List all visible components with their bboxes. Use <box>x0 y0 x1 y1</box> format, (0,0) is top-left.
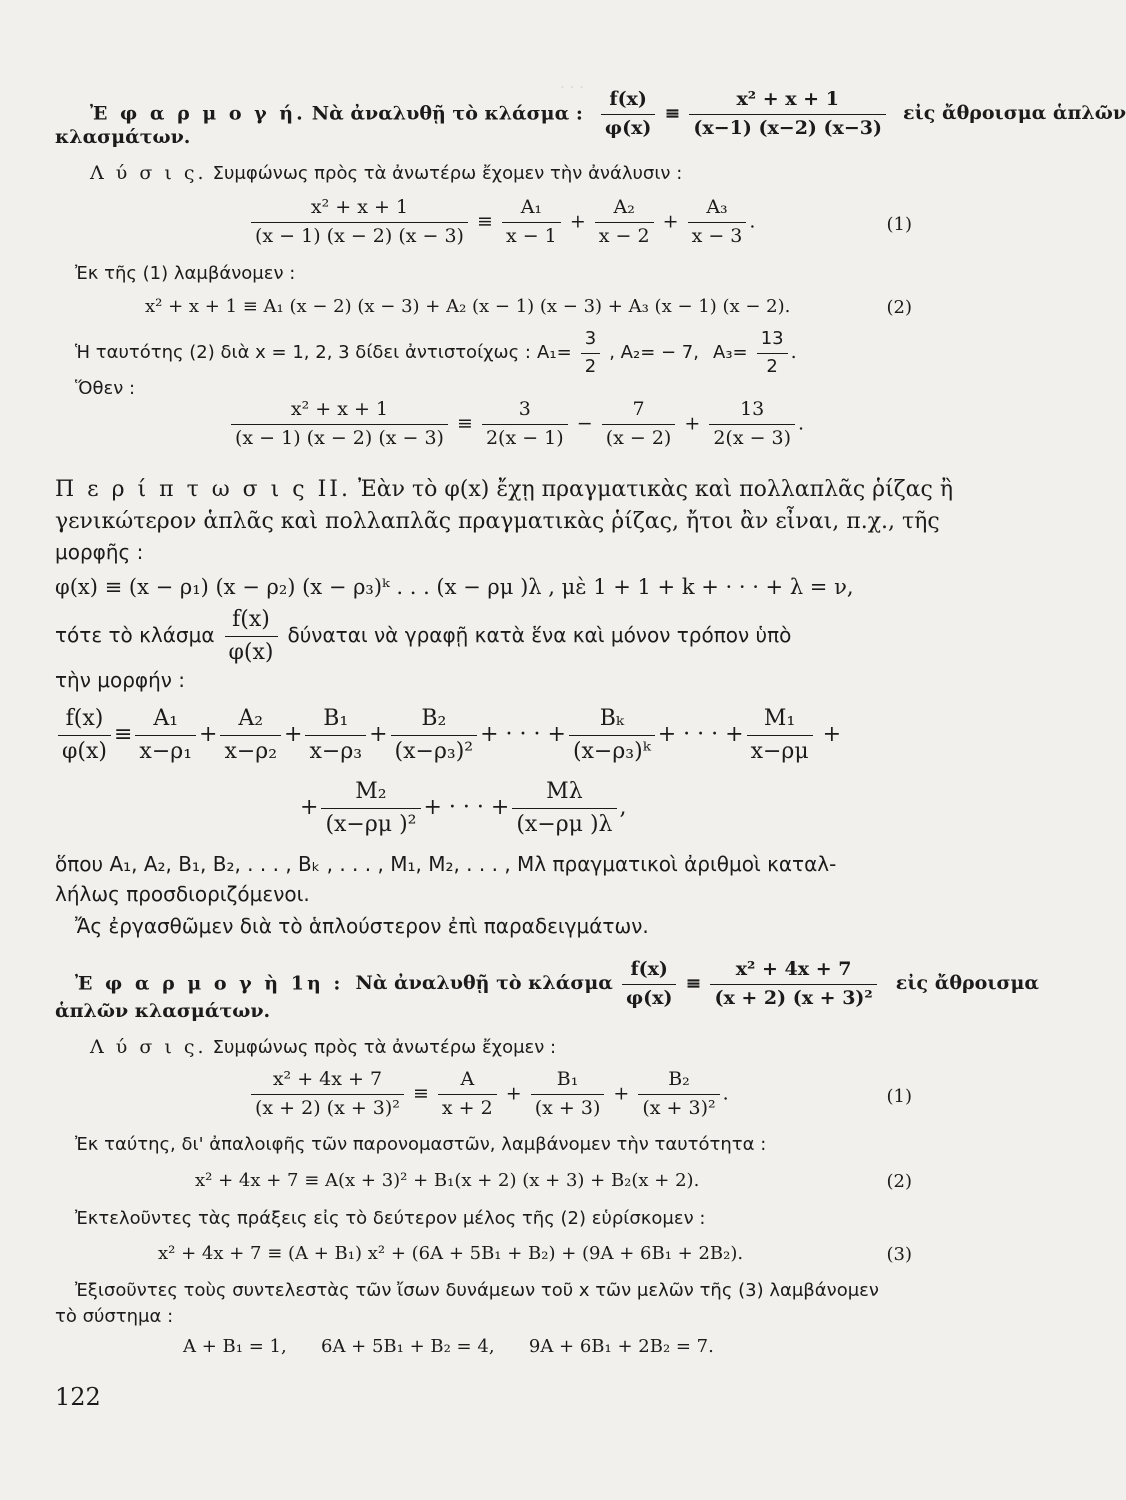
fraction-numerator: B₁ <box>305 705 366 736</box>
coefficient-a2: , A₂= − 7, <box>609 342 699 363</box>
fraction-denominator: x − 2 <box>598 224 650 247</box>
equation-number: (2) <box>886 1171 912 1192</box>
solution2-label: Λ ύ σ ι ς. <box>90 1036 207 1058</box>
example2-tail: εἰς ἄθροισμα <box>895 972 1040 995</box>
case2-work: Ἄς ἐργασθῶμεν διὰ τὸ ἁπλούστερον ἐπὶ παραδειγμάτων. <box>75 914 649 938</box>
fraction-numerator: 13 <box>757 328 788 354</box>
case2-where2: λήλως προσδιοριζόμενοι. <box>55 882 310 906</box>
example1-heading: Ἐ φ α ρ μ ο γ ή. Νὰ ἀναλυθῇ τὸ κλάσμα : $\frac{f(x)}{\varphi(x)}$ ≡ $\frac{\text{x² + x + 1}}{(x-1) (x-2) (x-3)}$ εἰς ἄθροισμα ἁπλῶν <box>90 88 1126 139</box>
fraction-numerator: M₁ <box>747 705 813 736</box>
then-text: τότε τὸ κλάσμα <box>55 623 215 647</box>
solution1-from1: Ἐκ τῆς (1) λαμβάνομεν : <box>75 263 296 284</box>
fraction-denominator: 2 <box>766 355 778 377</box>
fraction-denominator: (x + 3)² <box>642 1096 716 1119</box>
example1-tail: εἰς ἄθροισμα ἁπλῶν <box>903 102 1126 125</box>
fraction-numerator: x² + x + 1 <box>251 196 468 223</box>
fraction-denominator: x − 1 <box>505 224 557 247</box>
fraction-denominator: φ(x) <box>625 986 673 1009</box>
fraction-denominator: 2 <box>584 355 597 377</box>
example1-line2: κλασμάτων. <box>55 126 191 148</box>
solution1-text: Συμφώνως πρὸς τὰ ἀνωτέρω ἔχομεν τὴν ἀνάλυσιν : <box>212 163 683 184</box>
fraction-denominator: (x−1) (x−2) (x−3) <box>693 116 882 139</box>
fraction-numerator: x² + 4x + 7 <box>251 1068 404 1095</box>
fraction-numerator: x² + x + 1 <box>231 398 448 425</box>
solution1-equation2: x² + x + 1 ≡ A₁ (x − 2) (x − 3) + A₂ (x − 1) (x − 3) + A₃ (x − 1) (x − 2). <box>145 296 791 317</box>
fraction-denominator: φ(x) <box>62 738 107 764</box>
equation-number: (3) <box>886 1244 912 1265</box>
fraction-denominator: φ(x) <box>604 116 652 139</box>
fraction-denominator: x−ρμ <box>750 738 809 764</box>
case2-text2: γενικώτερον ἁπλᾶς καὶ πολλαπλᾶς πραγματικὰς ῥίζας, ἤτοι ἂν εἶναι, π.χ., τῆς <box>55 509 940 534</box>
fraction-denominator: (x + 2) (x + 3)² <box>255 1096 400 1119</box>
coefficient-a1: A₁= <box>537 342 572 363</box>
ellipsis: + · · · + <box>657 722 744 747</box>
equation-number: (2) <box>886 297 912 318</box>
fraction-numerator: M₂ <box>321 778 420 809</box>
fraction-denominator: φ(x) <box>228 639 274 665</box>
fraction-denominator: x − 3 <box>691 224 743 247</box>
fraction-numerator: f(x) <box>225 606 278 637</box>
case2-then <box>55 606 791 666</box>
ellipsis: + · · · + <box>480 722 566 747</box>
example1-rhs-fraction <box>689 88 886 141</box>
solution1-hence: Ὅθεν : <box>75 378 136 399</box>
case2-decomposition-line1: $\frac{f(x)}{\varphi(x)}$ ≡ $\frac{\text{A₁}}{\text{x−ρ₁}}$ + $\frac{\text{A₂}}{\text{x−ρ₂}}$ + $\frac{\text{B₁}}{\text{x−ρ₃}}$ + $\frac{\text{B₂}}{\text{(x−ρ₃)²}}$ + · · · + $\frac{\text{Bₖ}}{\text{(x−ρ₃)ᵏ}}$ + · · · + $\frac{\text{M₁}}{x-\rho\mu}$ + <box>55 705 841 765</box>
fraction-denominator: (x + 3) <box>534 1096 601 1119</box>
fraction-denominator: (x + 2) (x + 3)² <box>714 986 873 1009</box>
fraction-numerator: A₂ <box>595 196 654 223</box>
example1-intro: Νὰ ἀναλυθῇ τὸ κλάσμα : <box>311 102 583 125</box>
example2-heading: Ἐ φ α ρ μ ο γ ὴ 1η : Νὰ ἀναλυθῇ τὸ κλάσμα $\frac{f(x)}{\varphi(x)}$ ≡ $\frac{\text{x² + 4x + 7}}{\text{(x + 2) (x + 3)²}}$ εἰς ἄθροισμα <box>75 958 1040 1009</box>
page-number: 122 <box>55 1383 101 1411</box>
fraction-numerator: f(x) <box>601 88 656 115</box>
fraction-numerator: B₂ <box>391 705 478 736</box>
solution1-equation1: $\frac{\text{x² + x + 1}}{(x - 1) (x - 2) (x - 3)}$ ≡ $\frac{\text{A₁}}{x - 1}$ + $\frac{\text{A₂}}{x - 2}$ + $\frac{\text{A₃}}{x - 3}$ . <box>248 196 755 249</box>
fraction-numerator: f(x) <box>58 705 111 736</box>
fraction-denominator: 2(x − 1) <box>485 426 564 449</box>
case2-text3: μορφῆς : <box>55 540 144 564</box>
fraction-numerator: f(x) <box>622 958 677 985</box>
fraction-numerator: A₁ <box>502 196 561 223</box>
solution2-equation3: x² + 4x + 7 ≡ (A + B₁) x² + (6A + 5B₁ + B₂) + (9A + 6B₁ + 2B₂). <box>158 1243 744 1264</box>
fraction-numerator: A <box>438 1068 497 1095</box>
case2-form: τὴν μορφήν : <box>55 668 186 692</box>
fraction-numerator: x² + 4x + 7 <box>710 958 876 985</box>
fraction-numerator: A₁ <box>135 705 196 736</box>
solution2-system: A + B₁ = 1, 6A + 5B₁ + B₂ = 4, 9A + 6B₁ + 2B₂ = 7. <box>183 1336 714 1357</box>
coefficient-a3: A₃= <box>713 342 748 363</box>
case2-text1: Ἐὰν τὸ φ(x) ἔχῃ πραγματικὰς καὶ πολλαπλᾶς ῥίζας ἢ <box>357 477 954 502</box>
then-text-2: δύναται νὰ γραφῇ κατὰ ἕνα καὶ μόνον τρόπον ὑπὸ <box>287 623 792 647</box>
solution2-equate2: τὸ σύστημα : <box>55 1306 174 1327</box>
fraction-numerator: 3 <box>482 398 568 425</box>
fraction-numerator: x² + x + 1 <box>689 88 886 115</box>
solution1-identity: Ἡ ταυτότης (2) διὰ x = 1, 2, 3 δίδει ἀντιστοίχως : A₁= $\frac{3}{2}$ , A₂= − 7, A₃= $\frac{13}{2}$ . <box>75 328 797 377</box>
fraction-numerator: B₁ <box>531 1068 605 1095</box>
solution2-elim: Ἐκ ταύτης, δι' ἀπαλοιφῆς τῶν παρονομαστῶν, λαμβάνομεν τὴν ταυτότητα : <box>75 1134 767 1155</box>
case2-where1: ὅπου A₁, A₂, B₁, B₂, . . . , Bₖ , . . . , M₁, M₂, . . . , Mλ πραγματικοὶ ἀριθμοὶ καταλ- <box>55 852 837 876</box>
fraction-denominator: x + 2 <box>441 1096 493 1119</box>
solution1-result: $\frac{\text{x² + x + 1}}{(x - 1) (x - 2) (x - 3)}$ ≡ $\frac{3}{2(x - 1)}$ − $\frac{7}{(x - 2)}$ + $\frac{13}{2(x - 3)}$ . <box>228 398 804 451</box>
case2-line1 <box>55 476 953 504</box>
case2-phi: φ(x) ≡ (x − ρ₁) (x − ρ₂) (x − ρ₃)ᵏ . . . (x − ρμ )λ , μὲ 1 + 1 + k + · · · + λ = ν, <box>55 575 854 599</box>
example1-label: Ἐ φ α ρ μ ο γ ή. <box>90 102 306 125</box>
fraction-denominator: 2(x − 3) <box>713 426 792 449</box>
identity-text: Ἡ ταυτότης (2) διὰ x = 1, 2, 3 δίδει ἀντιστοίχως : <box>75 342 531 363</box>
fraction-denominator: (x−ρ₃)² <box>394 738 474 764</box>
fraction-denominator: x−ρ₃ <box>309 738 363 764</box>
fraction-numerator: A₃ <box>688 196 747 223</box>
fraction-denominator: (x−ρ₃)ᵏ <box>572 738 651 764</box>
fraction-denominator: (x − 1) (x − 2) (x − 3) <box>255 224 464 247</box>
fraction-denominator: (x − 1) (x − 2) (x − 3) <box>235 426 444 449</box>
fraction-numerator: 3 <box>581 328 600 354</box>
example1-lhs-fraction <box>601 88 656 141</box>
solution2-equation2: x² + 4x + 7 ≡ A(x + 3)² + B₁(x + 2) (x + 3) + B₂(x + 2). <box>195 1170 700 1191</box>
equation-number: (1) <box>886 214 912 235</box>
fraction-numerator: 7 <box>602 398 676 425</box>
fraction-numerator: Bₖ <box>569 705 655 736</box>
fraction-denominator: x−ρ₁ <box>139 738 193 764</box>
fraction-numerator: B₂ <box>638 1068 719 1095</box>
solution2-equate1: Ἐξισοῦντες τοὺς συντελεστὰς τῶν ἴσων δυνάμεων τοῦ x τῶν μελῶν τῆς (3) λαμβάνομεν <box>75 1280 879 1301</box>
solution2-exec: Ἐκτελοῦντες τὰς πράξεις εἰς τὸ δεύτερον μέλος τῆς (2) εὑρίσκομεν : <box>75 1208 706 1229</box>
fraction-denominator: x−ρ₂ <box>224 738 278 764</box>
equation-number: (1) <box>886 1086 912 1107</box>
solution2-equation1: $\frac{\text{x² + 4x + 7}}{\text{(x + 2) (x + 3)²}}$ ≡ $\frac{A}{x + 2}$ + $\frac{\text{B₁}}{(x + 3)}$ + $\frac{\text{B₂}}{\text{(x + 3)²}}$ . <box>248 1068 729 1121</box>
fraction-numerator: Mλ <box>512 778 616 809</box>
example2-intro: Νὰ ἀναλυθῇ τὸ κλάσμα <box>355 972 613 995</box>
fraction-denominator: (x−ρμ )λ <box>516 811 613 837</box>
fraction-denominator: (x−ρμ )² <box>325 811 417 837</box>
example2-label: Ἐ φ α ρ μ ο γ ὴ 1η : <box>75 972 344 995</box>
case2-decomposition-line2: + $\frac{\text{M₂}}{\text{(x−ρμ )²}}$ + · · · + $\frac{M\lambda}{(x-\rho\mu )\lambda}$ , <box>300 779 627 837</box>
fraction-numerator: 13 <box>709 398 795 425</box>
ellipsis: + · · · + <box>423 795 510 820</box>
solution2-heading <box>90 1036 556 1060</box>
fraction-numerator: A₂ <box>220 705 281 736</box>
fraction-denominator: (x − 2) <box>605 426 672 449</box>
solution2-text: Συμφώνως πρὸς τὰ ἀνωτέρω ἔχομεν : <box>212 1037 557 1058</box>
solution1-heading <box>90 162 682 186</box>
example2-line2: ἁπλῶν κλασμάτων. <box>55 1000 271 1022</box>
solution1-label: Λ ύ σ ι ς. <box>90 162 207 184</box>
case2-label: Π ε ρ ί π τ ω σ ι ς II. <box>55 477 351 502</box>
bleed-through: · · · <box>560 78 584 96</box>
